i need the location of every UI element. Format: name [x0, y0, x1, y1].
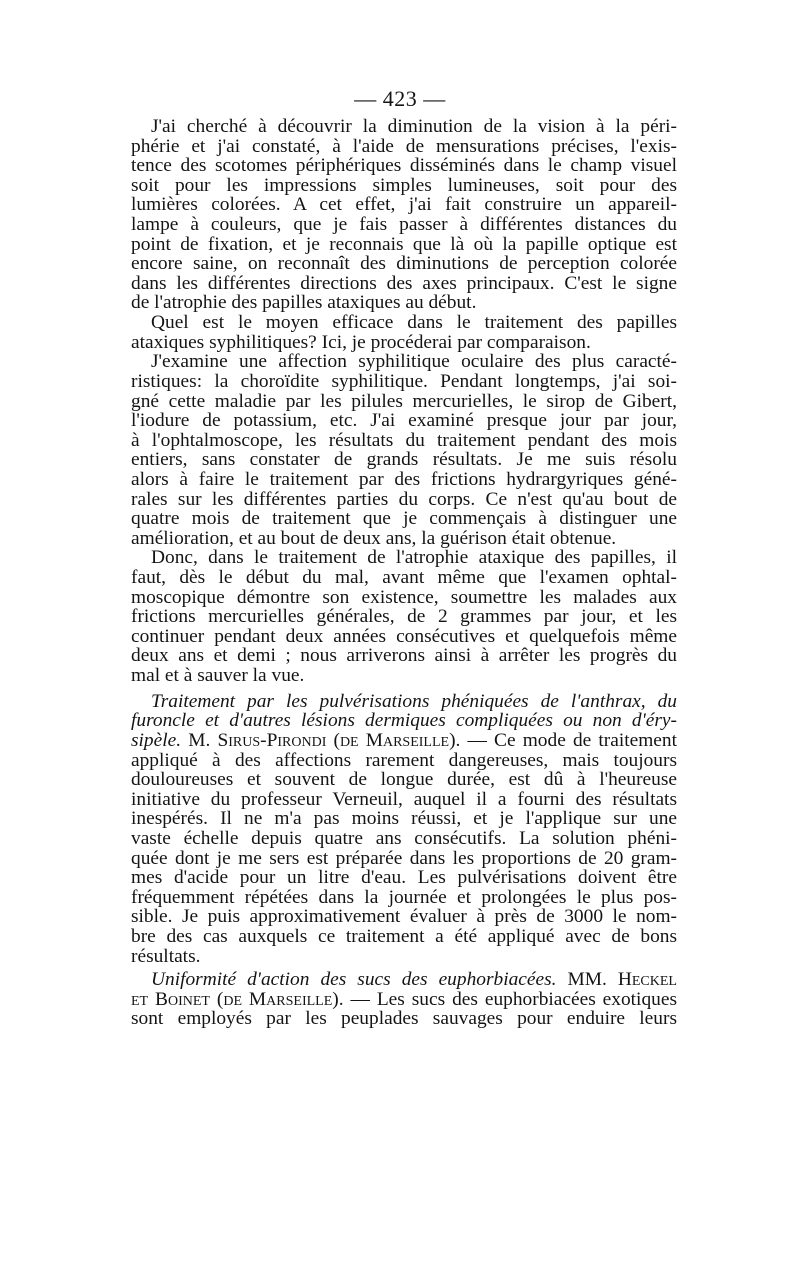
text-line: ristiques: la choroïdite syphilitique. Pendant longtemps, j'ai soi- [131, 370, 677, 392]
text-line: dans les différentes directions des axes principaux. C'est le signe [131, 272, 677, 294]
text-line: mes d'acide pour un litre d'eau. Les pulvérisations doivent être [131, 867, 677, 889]
text-fragment: — Les sucs des euphorbiacées exotiques [350, 988, 677, 1010]
section-title-line: Traitement par les pulvérisations phéniquées de l'anthrax, du [151, 690, 677, 712]
text-line: rales sur les différentes parties du corps. Ce n'est qu'au bout de [131, 488, 677, 510]
text-line: vaste échelle depuis quatre ans consécutifs. La solution phéni- [131, 827, 677, 849]
text-line: lampe à couleurs, que je fais passer à différentes distances du [131, 214, 677, 236]
text-line: bre des cas auxquels ce traitement a été appliqué avec de bons [131, 925, 677, 947]
text-line [131, 990, 677, 1010]
text-line: sible. Je puis approximativement évaluer à près de 3000 le nom- [131, 906, 677, 928]
text-line: J'examine une affection syphilitique oculaire des plus caracté- [151, 351, 677, 373]
paragraph [131, 313, 677, 352]
text-line: douloureuses et souvent de longue durée, est dû à l'heureuse [131, 769, 677, 791]
text-line: phérie et j'ai constaté, à l'aide de mensurations précises, l'exis- [131, 135, 677, 157]
section-authors: MM. Heckel [567, 969, 677, 991]
text-line: inespérés. Il ne m'a pas moins réussi, et je l'applique sur une [131, 808, 677, 830]
section-authors: M. Sirus-Pirondi (de Marseille). [188, 729, 461, 751]
text-line: quée dont je me sers est préparée dans les proportions de 20 gram- [131, 847, 677, 869]
section-title-line: sipèle. [131, 729, 182, 751]
text-line: mal et à sauver la vue. [131, 665, 305, 687]
text-line: tence des scotomes périphériques disséminés dans le champ visuel [131, 155, 677, 177]
text-line: frictions mercurielles générales, de 2 grammes par jour, et les [131, 606, 677, 628]
section-title-line: furoncle et d'autres lésions dermiques compliquées ou non d'éry- [131, 710, 677, 732]
section-pulverisations [131, 692, 677, 967]
text-line: résultats. [131, 945, 201, 967]
section-euphorbiacees [131, 970, 677, 1029]
text-line: J'ai cherché à découvrir la diminution de la vision à la péri- [151, 116, 677, 137]
section-authors: et Boinet (de Marseille). [131, 988, 344, 1010]
text-line: alors à faire le traitement par des frictions hydrargyriques géné- [131, 468, 677, 490]
text-line: soit pour les impressions simples lumineuses, soit pour des [131, 174, 677, 196]
text-line [131, 731, 677, 751]
paragraph [131, 117, 677, 313]
text-line [131, 970, 677, 990]
section-title: Uniformité d'action des sucs des euphorbiacées. [151, 969, 557, 991]
text-line: point de fixation, et je reconnais que là où la papille optique est [131, 233, 677, 255]
text-line: Quel est le moyen efficace dans le traitement des papilles [151, 312, 677, 334]
text-line: lumières colorées. A cet effet, j'ai fait construire un appareil- [131, 194, 677, 216]
text-line: à l'ophtalmoscope, les résultats du traitement pendant des mois [131, 429, 677, 451]
text-line: de l'atrophie des papilles ataxiques au début. [131, 292, 477, 314]
text-line: appliqué à des affections rarement dangereuses, mais toujours [131, 749, 677, 771]
text-line: amélioration, et au bout de deux ans, la guérison était obtenue. [131, 527, 617, 549]
text-line: l'iodure de potassium, etc. J'ai examiné presque jour par jour, [131, 410, 677, 432]
paragraph [131, 548, 677, 685]
text-line: encore saine, on reconnaît des diminutions de perception colorée [131, 253, 677, 275]
text-line: gné cette maladie par les pilules mercurielles, le sirop de Gibert, [131, 390, 677, 412]
body-text [131, 117, 677, 1029]
page-number: — 423 — [354, 86, 446, 111]
text-line: moscopique démontre son existence, soumettre les malades aux [131, 586, 677, 608]
paragraph [131, 352, 677, 548]
text-line: deux ans et demi ; nous arriverons ainsi à arrêter les progrès du [131, 645, 677, 667]
text-line: entiers, sans constater de grands résultats. Je me suis résolu [131, 449, 677, 471]
text-line: quatre mois de traitement que je commençais à distinguer une [131, 508, 677, 530]
text-line: ataxiques syphilitiques? Ici, je procéderai par comparaison. [131, 331, 591, 353]
text-line: faut, dès le début du mal, avant même que l'examen ophtal- [131, 567, 677, 589]
text-line: sont employés par les peuplades sauvages pour enduire leurs [131, 1008, 677, 1030]
text-line: Donc, dans le traitement de l'atrophie ataxique des papilles, il [151, 547, 677, 569]
text-line: fréquemment répétées dans la journée et prolongées le plus pos- [131, 886, 677, 908]
text-line: continuer pendant deux années consécutives et quelquefois même [131, 625, 677, 647]
text-fragment: — Ce mode de traitement [467, 729, 677, 751]
text-line: initiative du professeur Verneuil, auquel il a fourni des résultats [131, 788, 677, 810]
